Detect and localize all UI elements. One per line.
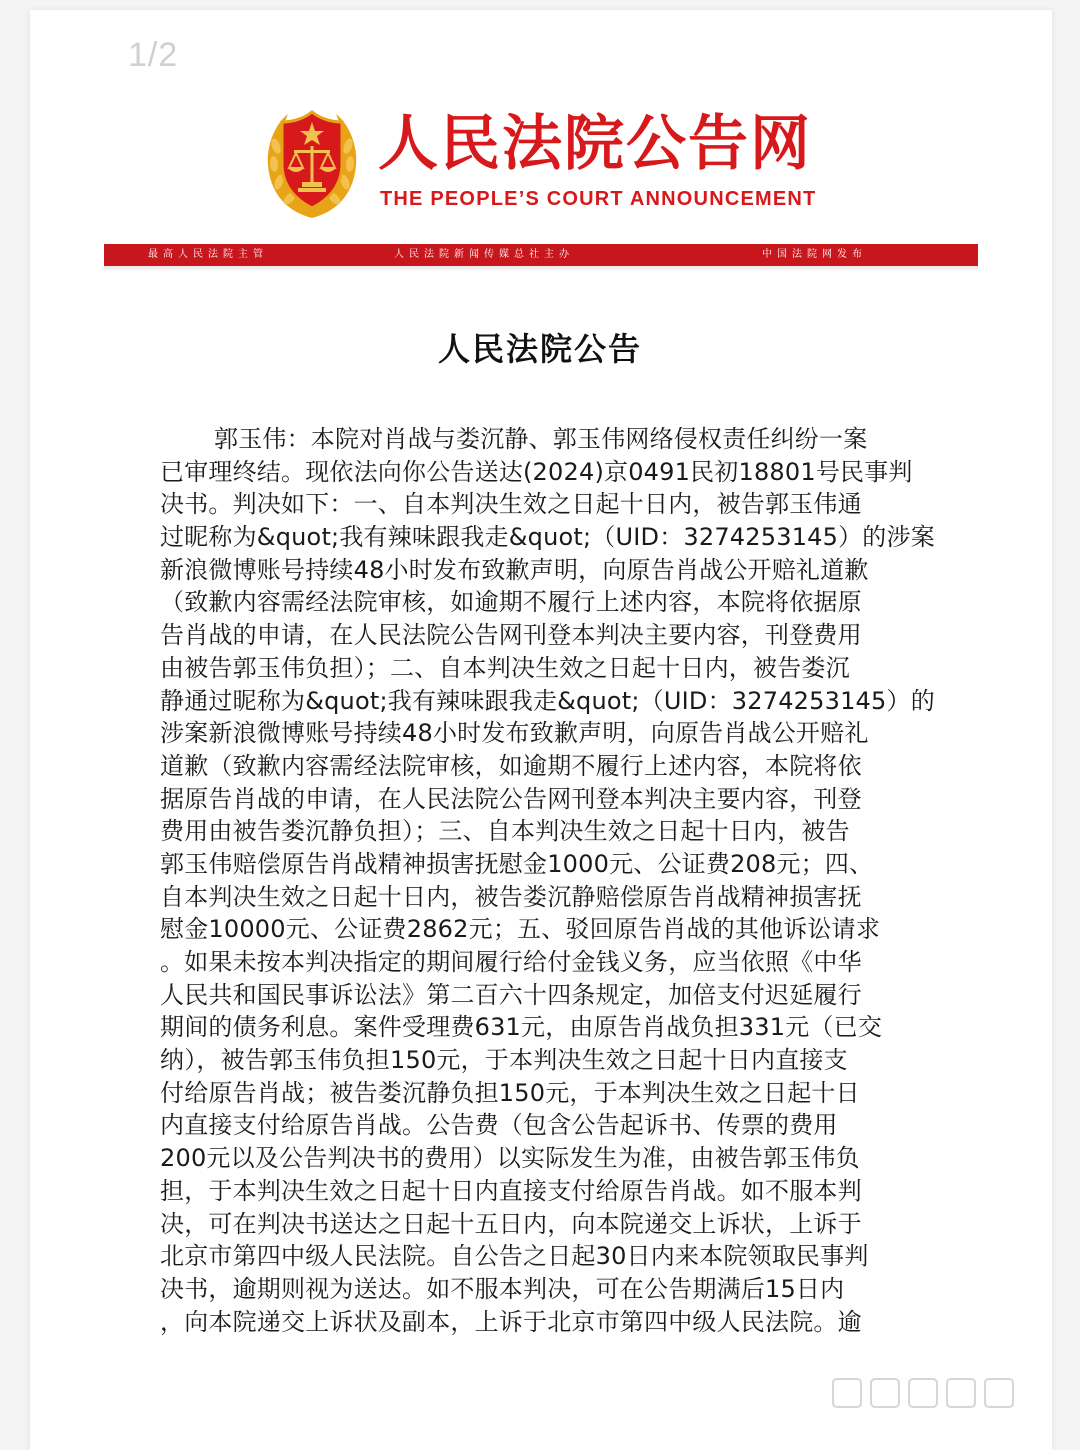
body-line: 人民共和国民事诉讼法》第二百六十四条规定，加倍支付迟延履行 (160, 980, 862, 1009)
document-body (160, 423, 935, 1338)
document-title: 人民法院公告 (437, 330, 642, 368)
body-line: ，向本院递交上诉状及副本，上诉于北京市第四中级人民法院。逾 (160, 1307, 862, 1336)
body-line: 费用由被告娄沉静负担）；三、自本判决生效之日起十日内，被告 (160, 817, 850, 846)
watermark-box-icon (870, 1378, 900, 1408)
court-emblem-icon (262, 106, 362, 222)
body-line: 新浪微博账号持续48小时发布致歉声明，向原告肖战公开赔礼道歉 (160, 555, 869, 584)
body-line: 静通过昵称为&quot;我有辣味跟我走&quot;（UID：3274253145）的 (160, 686, 935, 715)
body-line: 自本判决生效之日起十日内，被告娄沉静赔偿原告肖战精神损害抚 (160, 882, 862, 911)
banner-divider (104, 266, 978, 272)
body-line: 决书。判决如下：一、自本判决生效之日起十日内，被告郭玉伟通 (160, 490, 862, 519)
body-line: 慰金10000元、公证费2862元；五、驳回原告肖战的其他诉讼请求 (160, 915, 881, 944)
body-line: 期间的债务利息。案件受理费631元，由原告肖战负担331元（已交 (160, 1013, 883, 1042)
watermark-box-icon (984, 1378, 1014, 1408)
banner-supervisor: 最高人民法院主管 (148, 249, 268, 260)
body-line: 付给原告肖战；被告娄沉静负担150元，于本判决生效之日起十日 (160, 1078, 860, 1107)
body-line: 告肖战的申请，在人民法院公告网刊登本判决主要内容，刊登费用 (160, 621, 862, 650)
body-line: 由被告郭玉伟负担）；二、自本判决生效之日起十日内，被告娄沉 (160, 653, 850, 682)
header-banner (104, 244, 978, 266)
body-line: 据原告肖战的申请，在人民法院公告网刊登本判决主要内容，刊登 (160, 784, 862, 813)
body-line: 涉案新浪微博账号持续48小时发布致歉声明，向原告肖战公开赔礼 (160, 719, 869, 748)
watermark-box-icon (946, 1378, 976, 1408)
site-subtitle-english: THE PEOPLE’S COURT ANNOUNCEMENT (380, 188, 817, 210)
body-line: 北京市第四中级人民法院。自公告之日起30日内来本院领取民事判 (160, 1242, 869, 1271)
watermark (832, 1378, 1014, 1408)
body-line: 决，可在判决书送达之日起十五日内，向本院递交上诉状，上诉于 (160, 1209, 862, 1238)
body-line: 。如果未按本判决指定的期间履行给付金钱义务，应当依照《中华 (160, 948, 862, 976)
body-line: 纳），被告郭玉伟负担150元，于本判决生效之日起十日内直接支 (160, 1046, 848, 1075)
site-title: 人民法院公告网 (378, 109, 812, 179)
body-line: 过昵称为&quot;我有辣味跟我走&quot;（UID：3274253145）的涉案 (160, 523, 935, 552)
body-line: 郭玉伟：本院对肖战与娄沉静、郭玉伟网络侵权责任纠纷一案 (214, 425, 868, 453)
body-line: 已审理终结。现依法向你公告送达(2024)京0491民初18801号民事判 (160, 457, 913, 486)
body-line: 内直接支付给原告肖战。公告费（包含公告起诉书、传票的费用 (160, 1111, 838, 1140)
body-line: 道歉（致歉内容需经法院审核，如逾期不履行上述内容，本院将依 (160, 751, 862, 780)
body-line: 郭玉伟赔偿原告肖战精神损害抚慰金1000元、公证费208元；四、 (160, 849, 874, 878)
banner-sponsor: 人民法院新闻传媒总社主办 (394, 249, 574, 260)
body-line: 担，于本判决生效之日起十日内直接支付给原告肖战。如不服本判 (160, 1176, 862, 1205)
body-line: 决书，逾期则视为送达。如不服本判决，可在公告期满后15日内 (160, 1274, 845, 1303)
watermark-box-icon (832, 1378, 862, 1408)
body-line: 200元以及公告判决书的费用）以实际发生为准，由被告郭玉伟负 (160, 1144, 860, 1173)
body-line: （致歉内容需经法院审核，如逾期不履行上述内容，本院将依据原 (160, 588, 862, 617)
page-indicator: 1/2 (128, 36, 179, 74)
watermark-box-icon (908, 1378, 938, 1408)
banner-publisher: 中国法院网发布 (762, 249, 867, 260)
